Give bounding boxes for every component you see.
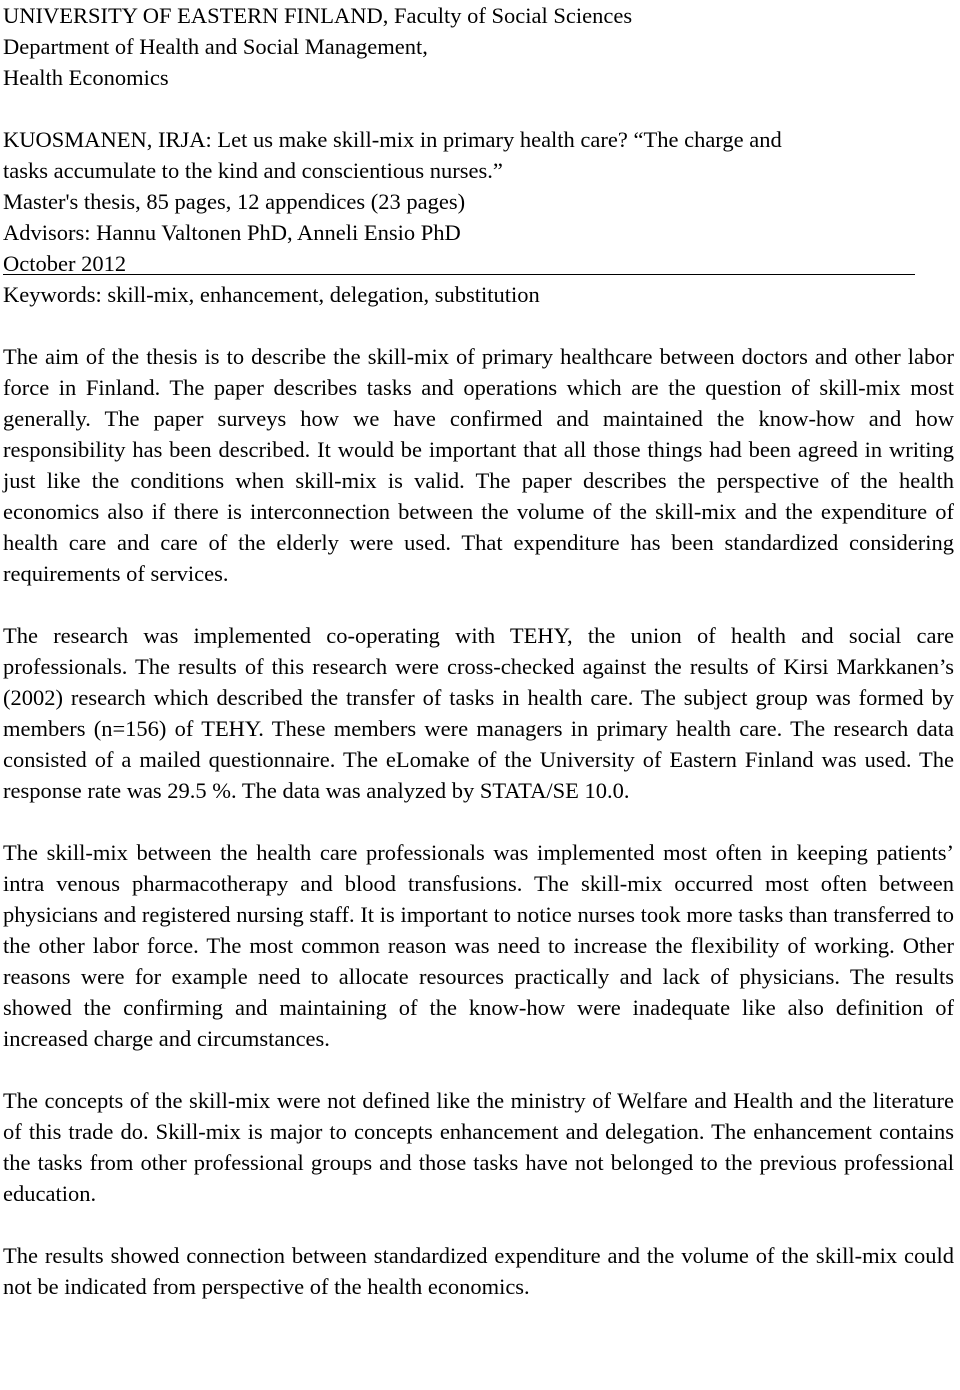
unit-line: Health Economics [3,65,169,90]
spacer [3,1209,954,1240]
spacer [3,93,954,124]
department-line: Department of Health and Social Management, [3,34,428,59]
thesis-pages: Master's thesis, 85 pages, 12 appendices (23 pages) [3,189,466,214]
spacer [3,806,954,837]
spacer [3,310,954,341]
spacer [3,589,954,620]
university-line: UNIVERSITY OF EASTERN FINLAND, Faculty of Social Sciences [3,3,633,28]
date-underline-divider [3,274,915,275]
thesis-date-line [3,248,954,279]
spacer [3,1054,954,1085]
thesis-info-block [3,124,954,310]
abstract-paragraph-5: The results showed connection between standardized expenditure and the volume of the skill-mix could not be indicated from perspective of the health economics. [3,1243,954,1299]
abstract-paragraph-3: The skill-mix between the health care professionals was implemented most often in keeping patients’ intra venous pharmacotherapy and blood transfusions. The skill-mix occurred most often between physicians and registered nursing staff. It is important to notice nurses took more tasks than transferred to the other labor force. The most common reason was need to increase the flexibility of working. Other reasons were for example need to allocate resources practically and lack of physicians. The results showed the confirming and maintaining of the know-how were inadequate like also definition of increased charge and circumstances. [3,840,954,1051]
abstract-paragraph-1: The aim of the thesis is to describe the skill-mix of primary healthcare between doctors and other labor force in Finland. The paper describes tasks and operations which are the question of skill-mix most generally. The paper surveys how we have confirmed and maintained the know-how and how responsibility has been described. It would be important that all those things had been agreed in writing just like the conditions when skill-mix is valid. The paper describes the perspective of the health economics also if there is interconnection between the volume of the skill-mix and the expenditure of health care and care of the elderly were used. That expenditure has been standardized considering requirements of services. [3,344,954,586]
thesis-date: October 2012 [3,251,127,276]
abstract-paragraph-4: The concepts of the skill-mix were not defined like the ministry of Welfare and Health and the literature of this trade do. Skill-mix is major to concepts enhancement and delegation. The enhancement contains the tasks from other professional groups and those tasks have not belonged to the previous professional education. [3,1088,954,1206]
thesis-keywords: Keywords: skill-mix, enhancement, delegation, substitution [3,282,540,307]
thesis-title-line-1: KUOSMANEN, IRJA: Let us make skill-mix in primary health care? “The charge and [3,127,782,152]
thesis-title-line-2: tasks accumulate to the kind and conscientious nurses.” [3,158,503,183]
header-block [3,0,954,93]
thesis-advisors: Advisors: Hannu Valtonen PhD, Anneli Ensio PhD [3,220,461,245]
abstract-paragraph-2: The research was implemented co-operating with TEHY, the union of health and social care professionals. The results of this research were cross-checked against the results of Kirsi Markkanen’s (2002) research which described the transfer of tasks in health care. The subject group was formed by members (n=156) of TEHY. These members were managers in primary health care. The research data consisted of a mailed questionnaire. The eLomake of the University of Eastern Finland was used. The response rate was 29.5 %. The data was analyzed by STATA/SE 10.0. [3,623,954,803]
